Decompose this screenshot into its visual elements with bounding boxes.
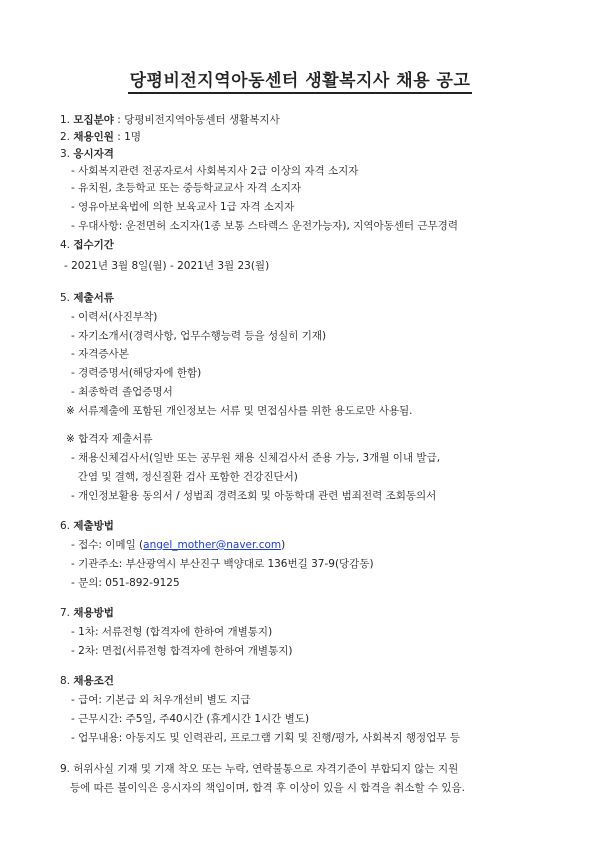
list-item: - 이력서(사진부착) [71,311,158,323]
section-documents: 5. 제출서류 [60,292,114,304]
submission-email: - 접수: 이메일 (angel_mother@naver.com) [71,539,286,551]
section-submission: 6. 제출방법 [60,520,114,532]
section-label: 제출서류 [73,292,114,304]
list-item: - 급여: 기본급 외 처우개선비 별도 지급 [71,694,251,706]
institution-address: - 기관주소: 부산광역시 부산진구 백양대로 136번길 37-9(당감동) [71,558,374,570]
list-item: - 사회복지관련 전공자로서 사회복지사 2급 이상의 자격 소지자 [71,165,359,177]
list-item: - 2차: 면접(서류전형 합격자에 한하여 개별통지) [71,645,293,657]
section-headcount: 2. 채용인원 : 1명 [60,131,141,143]
contact-phone: - 문의: 051-892-9125 [71,577,180,589]
disclaimer-line: 9. 허위사실 기재 및 기재 착오 또는 누락, 연락불통으로 자격기준이 부합되지 않는 지원 [60,763,459,775]
section-value: 1명 [124,131,141,143]
section-label: 모집분야 [73,114,114,126]
list-item: - 자기소개서(경력사항, 업무수행능력 등을 성실히 기재) [71,330,327,342]
list-item: - 유치원, 초등학교 또는 중등학교교사 자격 소지자 [71,182,302,194]
privacy-note: ※ 서류제출에 포함된 개인정보는 서류 및 면접심사를 위한 용도로만 사용됨. [66,405,413,417]
list-item: - 개인정보활용 동의서 / 성범죄 경력조회 및 아동학대 관련 범죄전력 조회동의서 [71,490,437,502]
list-item: - 채용신체검사서(일반 또는 공무원 채용 신체검사서 준용 가능, 3개월 이내 발급, [71,452,441,464]
list-item: - 자격증사본 [71,348,129,360]
pass-documents-header: ※ 합격자 제출서류 [66,433,153,445]
section-label: 제출방법 [73,520,114,532]
section-label: 채용조건 [73,675,114,687]
list-item: - 우대사항: 운전면허 소지자(1종 보통 스타렉스 운전가능자), 지역아동센터 근무경력 [71,220,458,232]
section-application-period: 4. 접수기간 [60,239,114,251]
application-period-value: - 2021년 3월 8일(월) - 2021년 3월 23(월) [64,260,270,272]
disclaimer-line: 등에 따른 불이익은 응시자의 책임이며, 합격 후 이상이 있을 시 합격을 취소할 수 있음. [60,782,465,794]
list-item: 간염 및 결핵, 정신질환 검사 포함한 건강진단서) [71,471,298,483]
list-item: - 업무내용: 아동지도 및 인력관리, 프로그램 기획 및 진행/평가, 사회복지 행정업무 등 [71,732,460,744]
email-link[interactable]: angel_mother@naver.com [143,539,282,551]
section-conditions: 8. 채용조건 [60,675,114,687]
list-item: - 최종학력 졸업증명서 [71,386,173,398]
section-hiring-method: 7. 채용방법 [60,607,114,619]
list-item: - 경력증명서(해당자에 한함) [71,367,202,379]
section-label: 채용인원 [73,131,114,143]
page-title: 당평비전지역아동센터 생활복지사 채용 공고 [0,66,600,91]
section-label: 채용방법 [73,607,114,619]
section-label: 접수기간 [73,239,114,251]
section-recruit-field: 1. 모집분야 : 당평비전지역아동센터 생활복지사 [60,114,280,126]
section-value: 당평비전지역아동센터 생활복지사 [124,114,280,126]
section-label: 응시자격 [73,148,114,160]
section-qualifications: 3. 응시자격 [60,148,114,160]
list-item: - 1차: 서류전형 (합격자에 한하여 개별통지) [71,626,273,638]
list-item: - 영유아보육법에 의한 보육교사 1급 자격 소지자 [71,201,295,213]
list-item: - 근무시간: 주5일, 주40시간 (휴게시간 1시간 별도) [71,713,310,725]
